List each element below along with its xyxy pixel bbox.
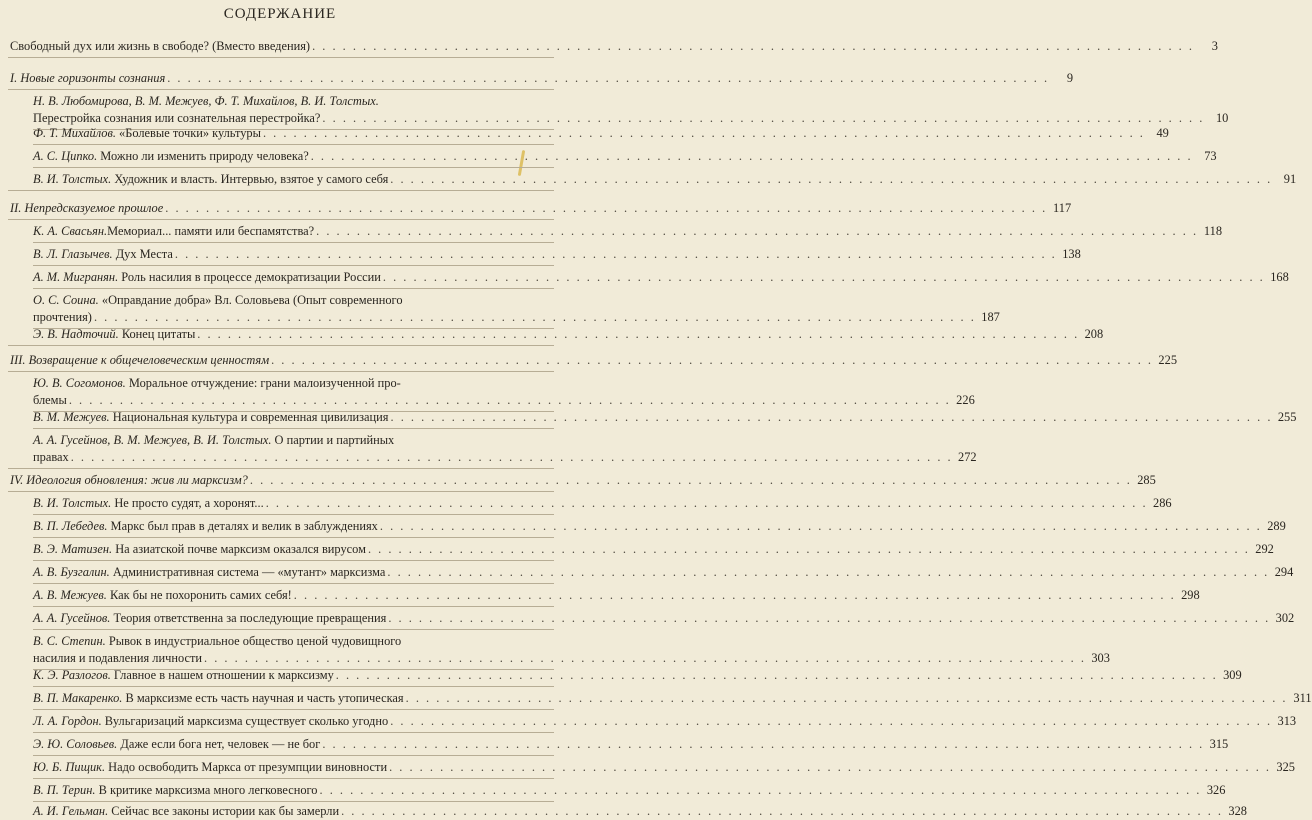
entry-title: Свободный дух или жизнь в свободе? (Вместо введения) bbox=[10, 39, 311, 53]
toc-entry[interactable] bbox=[33, 633, 1110, 667]
entry-text bbox=[10, 352, 269, 369]
entry-author: Ю. В. Согомонов. bbox=[33, 376, 126, 390]
dot-leader bbox=[381, 269, 1267, 286]
entry-title: В марксизме есть часть научная и часть утопическая bbox=[122, 691, 404, 705]
entry-text bbox=[33, 269, 381, 286]
page-number: 10 bbox=[1215, 111, 1229, 125]
toc-line bbox=[10, 70, 1074, 87]
divider-rule bbox=[8, 89, 554, 90]
divider-rule bbox=[8, 345, 554, 346]
entry-title: Национальная культура и современная цивилизация bbox=[109, 410, 389, 424]
divider-rule bbox=[33, 709, 554, 710]
toc-line bbox=[33, 759, 1295, 776]
page-number: 313 bbox=[1277, 714, 1297, 728]
entry-title: О партии и партийных bbox=[271, 433, 395, 447]
toc-line bbox=[33, 148, 1217, 165]
toc-line bbox=[33, 713, 1297, 730]
entry-text bbox=[33, 148, 309, 165]
toc-entry[interactable] bbox=[33, 269, 1289, 286]
page-number: 3 bbox=[1211, 39, 1218, 53]
entry-text bbox=[33, 610, 386, 627]
toc-entry[interactable] bbox=[33, 93, 1229, 127]
entry-author: В. Э. Матизен. bbox=[33, 542, 113, 556]
entry-text bbox=[33, 409, 389, 426]
entry-author: В. С. Степин. bbox=[33, 634, 106, 648]
entry-title: Маркс был прав в деталях и велик в заблуждениях bbox=[107, 519, 378, 533]
dot-leader bbox=[163, 200, 1049, 217]
toc-entry[interactable] bbox=[33, 375, 975, 409]
entry-text bbox=[33, 587, 292, 604]
entry-title: Административная система — «мутант» марксизма bbox=[109, 565, 386, 579]
entry-title: Сейчас все законы истории как бы замерли bbox=[108, 804, 340, 818]
dot-leader bbox=[261, 125, 1147, 142]
toc-entry[interactable] bbox=[33, 246, 1081, 263]
page-number: 326 bbox=[1206, 783, 1226, 797]
entry-author: В. Л. Глазычев. bbox=[33, 247, 113, 261]
entry-text bbox=[33, 223, 314, 240]
page-number: 286 bbox=[1153, 496, 1172, 510]
toc-entry[interactable] bbox=[33, 667, 1242, 684]
entry-title: «Оправдание добра» Вл. Соловьева (Опыт современного bbox=[98, 293, 403, 307]
page-number: 255 bbox=[1277, 410, 1297, 424]
toc-line bbox=[33, 432, 552, 449]
toc-line bbox=[33, 690, 1312, 707]
dot-leader bbox=[269, 352, 1155, 369]
divider-rule bbox=[8, 468, 554, 469]
toc-entry[interactable] bbox=[33, 495, 1172, 512]
toc-line bbox=[33, 667, 1242, 684]
dot-leader bbox=[173, 246, 1059, 263]
entry-text bbox=[33, 326, 195, 343]
toc-line bbox=[33, 541, 1274, 558]
page-number: 226 bbox=[956, 393, 975, 407]
divider-rule bbox=[33, 288, 554, 289]
entry-author: О. С. Соина. bbox=[33, 293, 99, 307]
entry-title: Рывок в индустриальное общество ценой чудовищного bbox=[105, 634, 402, 648]
toc-entry[interactable] bbox=[33, 587, 1200, 604]
entry-author: Э. В. Надточий. bbox=[33, 327, 119, 341]
divider-rule bbox=[33, 560, 554, 561]
toc-line bbox=[33, 736, 1229, 753]
dot-leader bbox=[334, 667, 1220, 684]
divider-rule bbox=[33, 629, 554, 630]
dot-leader bbox=[67, 392, 953, 409]
dot-leader bbox=[386, 610, 1272, 627]
dot-leader bbox=[314, 223, 1200, 240]
entry-author: В. И. Толстых. bbox=[33, 496, 112, 510]
dot-leader bbox=[366, 541, 1252, 558]
divider-rule bbox=[33, 801, 554, 802]
divider-rule bbox=[33, 778, 554, 779]
toc-line bbox=[33, 125, 1169, 142]
toc-entry[interactable] bbox=[33, 223, 1223, 240]
page-number: 208 bbox=[1084, 327, 1104, 341]
entry-title: Дух Места bbox=[112, 247, 173, 261]
divider-rule bbox=[33, 144, 554, 145]
section-title: II. Непредсказуемое прошлое bbox=[10, 201, 164, 215]
entry-title: прочтения) bbox=[33, 310, 92, 324]
toc-line bbox=[33, 449, 977, 466]
page-number: 311 bbox=[1293, 691, 1312, 705]
entry-text bbox=[33, 495, 264, 512]
page-number: 292 bbox=[1255, 542, 1274, 556]
page-number: 303 bbox=[1091, 651, 1110, 665]
toc-line bbox=[33, 633, 552, 650]
divider-rule bbox=[8, 491, 554, 492]
toc-entry[interactable] bbox=[33, 432, 977, 466]
page-number: 325 bbox=[1276, 760, 1295, 774]
toc-entry[interactable] bbox=[10, 38, 1218, 55]
divider-rule bbox=[8, 219, 554, 220]
page-number: 73 bbox=[1204, 149, 1217, 163]
entry-author: К. Э. Разлогов. bbox=[33, 668, 111, 682]
entry-title: Мемориал... памяти или беспамятства? bbox=[107, 224, 315, 238]
entry-author: А. М. Мигранян. bbox=[33, 270, 119, 284]
divider-rule bbox=[33, 537, 554, 538]
dot-leader bbox=[385, 564, 1271, 581]
dot-leader bbox=[202, 650, 1088, 667]
entry-text bbox=[33, 518, 378, 535]
toc-entry[interactable] bbox=[33, 171, 1297, 188]
entry-text bbox=[33, 736, 320, 753]
entry-text bbox=[10, 200, 163, 217]
toc-line bbox=[33, 246, 1081, 263]
divider-rule bbox=[33, 755, 554, 756]
entry-author: В. И. Толстых. bbox=[33, 172, 112, 186]
entry-author: Э. Ю. Соловьев. bbox=[33, 737, 118, 751]
toc-line bbox=[33, 782, 1226, 799]
entry-text bbox=[33, 650, 202, 667]
entry-title: Конец цитаты bbox=[118, 327, 196, 341]
entry-author: Л. А. Гордон. bbox=[33, 714, 102, 728]
toc-line bbox=[33, 803, 1247, 820]
entry-text bbox=[33, 803, 339, 820]
entry-author: А. В. Бузгалин. bbox=[33, 565, 110, 579]
entry-title: «Болевые точки» культуры bbox=[115, 126, 261, 140]
divider-rule bbox=[8, 57, 554, 58]
divider-rule bbox=[33, 583, 554, 584]
entry-text bbox=[33, 713, 388, 730]
entry-author: Ф. Т. Михайлов. bbox=[33, 126, 116, 140]
entry-text bbox=[33, 432, 394, 449]
toc-line bbox=[10, 38, 1218, 55]
dot-leader bbox=[248, 472, 1134, 489]
entry-text bbox=[10, 70, 165, 87]
toc-entry[interactable] bbox=[33, 782, 1226, 799]
divider-rule bbox=[33, 686, 554, 687]
page-number: 138 bbox=[1062, 247, 1081, 261]
dot-leader bbox=[92, 309, 978, 326]
toc-entry[interactable] bbox=[33, 292, 1000, 326]
entry-author: К. А. Свасьян. bbox=[33, 224, 108, 238]
entry-text bbox=[33, 633, 401, 650]
section-title: III. Возвращение к общечеловеческим ценностям bbox=[10, 353, 270, 367]
page-number: 309 bbox=[1223, 668, 1242, 682]
entry-author: В. П. Макаренко. bbox=[33, 691, 123, 705]
toc-line bbox=[33, 269, 1289, 286]
page-number: 117 bbox=[1053, 201, 1072, 215]
toc-entry[interactable] bbox=[33, 759, 1295, 776]
toc-section-heading[interactable] bbox=[10, 70, 1074, 87]
toc-line bbox=[33, 495, 1172, 512]
page-number: 328 bbox=[1228, 804, 1247, 818]
divider-rule bbox=[33, 732, 554, 733]
toc-entry[interactable] bbox=[33, 564, 1294, 581]
toc-entry[interactable] bbox=[33, 518, 1286, 535]
entry-title: Можно ли изменить природу человека? bbox=[97, 149, 309, 163]
page-number: 285 bbox=[1137, 473, 1156, 487]
entry-title: Не просто судят, а хоронят... bbox=[111, 496, 264, 510]
divider-rule bbox=[33, 606, 554, 607]
entry-title: блемы bbox=[33, 393, 67, 407]
entry-title: Вульгаризаций марксизма существует сколько угодно bbox=[101, 714, 389, 728]
page-number: 272 bbox=[958, 450, 977, 464]
dot-leader bbox=[318, 782, 1204, 799]
toc-entry[interactable] bbox=[33, 125, 1169, 142]
toc-line bbox=[33, 326, 1104, 343]
dot-leader bbox=[310, 38, 1196, 55]
toc-entry[interactable] bbox=[33, 409, 1297, 426]
divider-rule bbox=[33, 167, 554, 168]
toc-line bbox=[33, 375, 552, 392]
page-number: 315 bbox=[1209, 737, 1229, 751]
divider-rule bbox=[33, 265, 554, 266]
entry-text bbox=[33, 449, 69, 466]
page-number: 168 bbox=[1270, 270, 1289, 284]
toc-line bbox=[33, 392, 975, 409]
toc-line bbox=[33, 409, 1297, 426]
dot-leader bbox=[69, 449, 955, 466]
toc-line bbox=[33, 587, 1200, 604]
dot-leader bbox=[195, 326, 1081, 343]
toc-entry[interactable] bbox=[33, 326, 1104, 343]
toc-line bbox=[33, 610, 1295, 627]
entry-author: А. С. Ципко. bbox=[33, 149, 98, 163]
divider-rule bbox=[33, 514, 554, 515]
toc-line bbox=[33, 93, 552, 110]
entry-text bbox=[33, 392, 67, 409]
dot-leader bbox=[264, 495, 1150, 512]
entry-text bbox=[33, 564, 385, 581]
entry-author: А. А. Гусейнов. bbox=[33, 611, 111, 625]
dot-leader bbox=[339, 803, 1225, 820]
entry-author: Н. В. Любомирова, В. М. Межуев, Ф. Т. Михайлов, В. И. Толстых. bbox=[33, 94, 379, 108]
entry-title: Даже если бога нет, человек — не бог bbox=[117, 737, 321, 751]
entry-text bbox=[33, 125, 261, 142]
entry-title: Главное в нашем отношении к марксизму bbox=[110, 668, 334, 682]
entry-author: А. И. Гельман. bbox=[33, 804, 109, 818]
page-number: 187 bbox=[981, 310, 1000, 324]
entry-author: В. М. Межуев. bbox=[33, 410, 110, 424]
toc-line bbox=[10, 352, 1178, 369]
entry-author: В. П. Лебедев. bbox=[33, 519, 108, 533]
entry-text bbox=[33, 246, 173, 263]
toc-line bbox=[33, 223, 1223, 240]
toc-entry[interactable] bbox=[33, 803, 1247, 820]
toc-line bbox=[33, 564, 1294, 581]
toc-line bbox=[33, 650, 1110, 667]
toc-line bbox=[33, 171, 1297, 188]
toc-entry[interactable] bbox=[33, 610, 1295, 627]
dot-leader bbox=[389, 409, 1275, 426]
dot-leader bbox=[404, 690, 1290, 707]
entry-text bbox=[33, 690, 404, 707]
entry-text bbox=[33, 292, 403, 309]
page-number: 289 bbox=[1267, 519, 1286, 533]
page-number: 302 bbox=[1275, 611, 1295, 625]
entry-title: Надо освободить Маркса от презумпции виновности bbox=[105, 760, 388, 774]
toc-section-heading[interactable] bbox=[10, 200, 1072, 217]
toc-line bbox=[10, 200, 1072, 217]
dot-leader bbox=[309, 148, 1195, 165]
dot-leader bbox=[388, 713, 1274, 730]
entry-text bbox=[33, 93, 379, 110]
page-number: 298 bbox=[1181, 588, 1200, 602]
dot-leader bbox=[165, 70, 1051, 87]
entry-title: Теория ответственна за последующие превращения bbox=[110, 611, 387, 625]
page-title: СОДЕРЖАНИЕ bbox=[223, 6, 337, 22]
divider-rule bbox=[33, 242, 554, 243]
entry-text bbox=[33, 759, 387, 776]
entry-author: А. В. Межуев. bbox=[33, 588, 107, 602]
page-number: 294 bbox=[1274, 565, 1294, 579]
entry-title: Художник и власть. Интервью, взятое у самого себя bbox=[111, 172, 389, 186]
toc-line bbox=[33, 292, 552, 309]
entry-title: Моральное отчуждение: грани малоизученной про- bbox=[125, 376, 401, 390]
entry-author: Ю. Б. Пищик. bbox=[33, 760, 106, 774]
toc-entry[interactable] bbox=[33, 736, 1229, 753]
page-number: 49 bbox=[1156, 126, 1169, 140]
entry-text bbox=[33, 541, 366, 558]
divider-rule bbox=[8, 371, 554, 372]
toc-line bbox=[33, 309, 1000, 326]
entry-author: А. А. Гусейнов, В. М. Межуев, В. И. Толстых. bbox=[33, 433, 272, 447]
entry-title: В критике марксизма много легковесного bbox=[95, 783, 318, 797]
page-number: 9 bbox=[1066, 71, 1074, 85]
divider-rule bbox=[33, 428, 554, 429]
entry-title: Роль насилия в процессе демократизации России bbox=[118, 270, 381, 284]
dot-leader bbox=[320, 736, 1206, 753]
section-title: IV. Идеология обновления: жив ли марксизм? bbox=[10, 473, 248, 487]
entry-author: В. П. Терин. bbox=[33, 783, 96, 797]
dot-leader bbox=[378, 518, 1264, 535]
toc-entry[interactable] bbox=[33, 148, 1217, 165]
page-number: 91 bbox=[1283, 172, 1297, 186]
toc-section-heading[interactable] bbox=[10, 472, 1156, 489]
entry-title: Перестройка сознания или сознательная перестройка? bbox=[33, 111, 321, 125]
dot-leader bbox=[292, 587, 1178, 604]
entry-text bbox=[10, 38, 310, 55]
divider-rule bbox=[8, 190, 554, 191]
entry-text bbox=[33, 667, 334, 684]
page-number: 118 bbox=[1203, 224, 1223, 238]
entry-text bbox=[33, 375, 401, 392]
entry-title: Как бы не похоронить самих себя! bbox=[106, 588, 292, 602]
toc-entry[interactable] bbox=[33, 713, 1297, 730]
toc-section-heading[interactable] bbox=[10, 352, 1178, 369]
entry-title: правах bbox=[33, 450, 69, 464]
toc-entry[interactable] bbox=[33, 690, 1312, 707]
entry-title: На азиатской почве марксизм оказался вирусом bbox=[112, 542, 366, 556]
section-title: I. Новые горизонты сознания bbox=[10, 71, 166, 85]
toc-line bbox=[10, 472, 1156, 489]
entry-text bbox=[10, 472, 248, 489]
dot-leader bbox=[387, 759, 1273, 776]
toc-line bbox=[33, 518, 1286, 535]
entry-text bbox=[33, 171, 388, 188]
entry-text bbox=[33, 782, 318, 799]
page-number: 225 bbox=[1158, 353, 1178, 367]
dot-leader bbox=[388, 171, 1274, 188]
entry-text bbox=[33, 309, 92, 326]
entry-title: насилия и подавления личности bbox=[33, 651, 203, 665]
toc-entry[interactable] bbox=[33, 541, 1274, 558]
